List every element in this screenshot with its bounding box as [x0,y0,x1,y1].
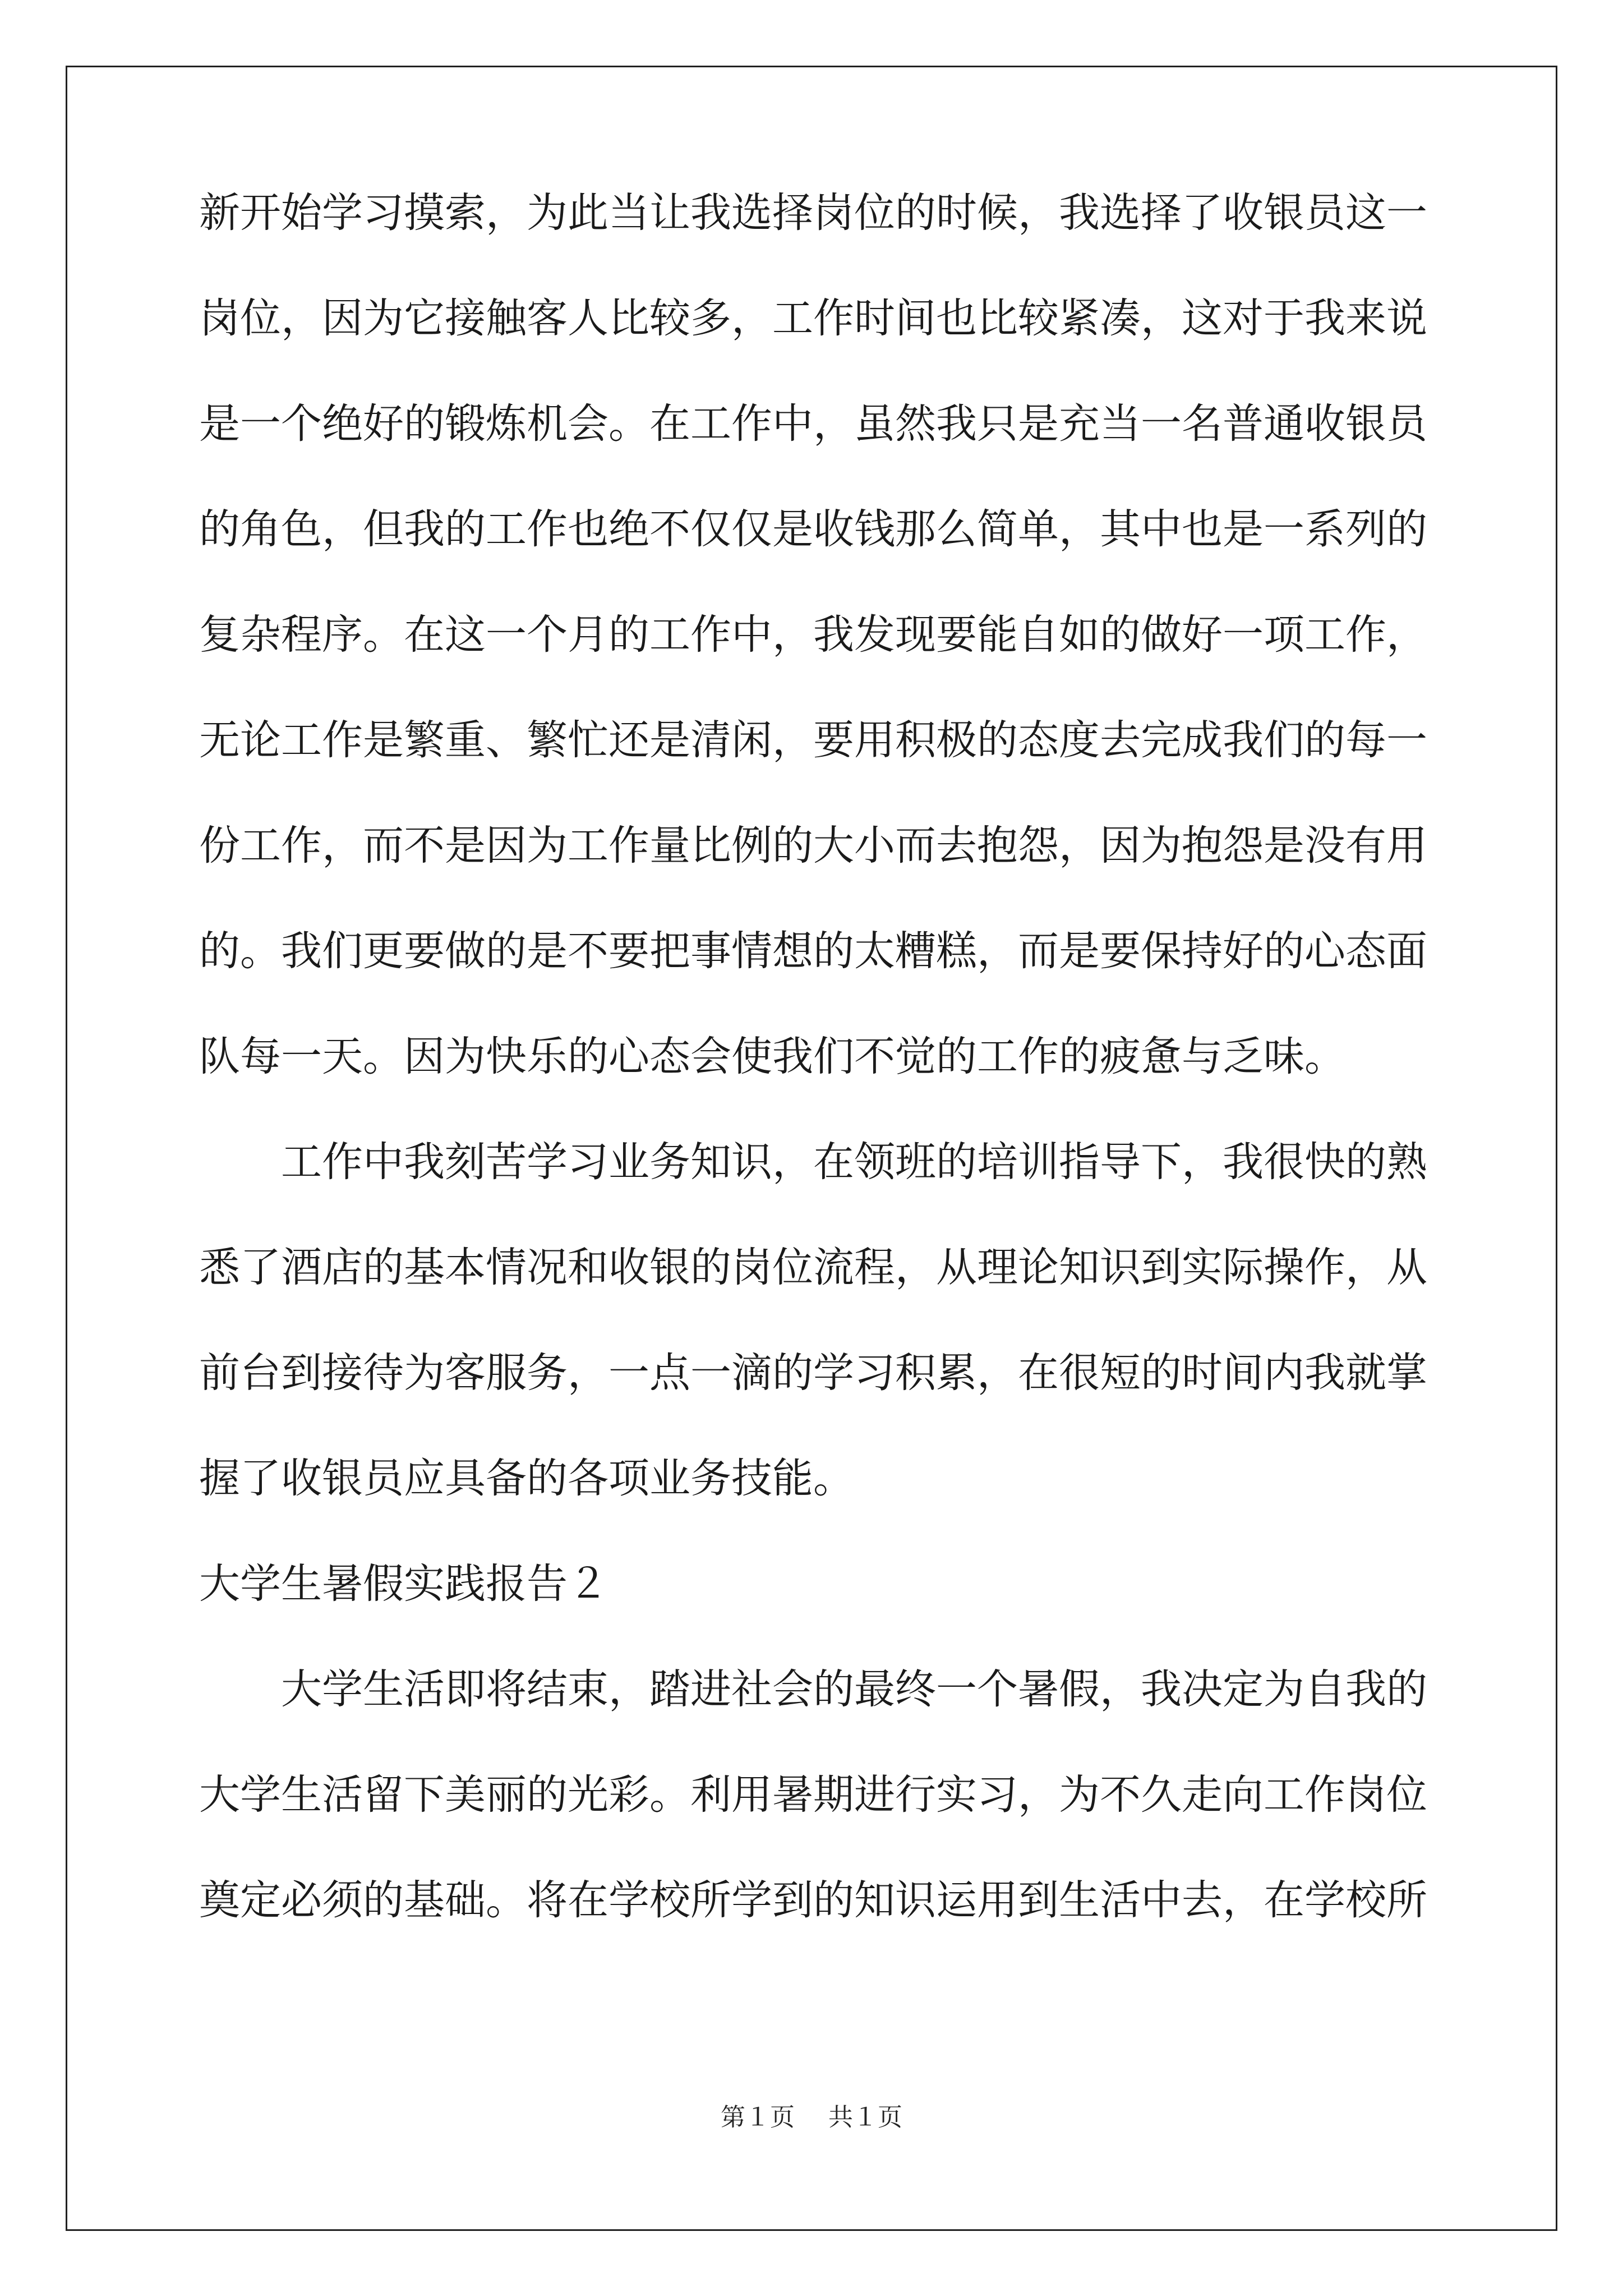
text-line: 悉了酒店的基本情况和收银的岗位流程，从理论知识到实际操作，从 [199,1244,1427,1291]
text-line: 复杂程序。在这一个月的工作中，我发现要能自如的做好一项工作， [199,611,1427,659]
text-line: 是一个绝好的锻炼机会。在工作中，虽然我只是充当一名普通收银员 [199,400,1427,448]
text-line: 大学生活即将结束，踏进社会的最终一个暑假，我决定为自我的 [281,1665,1427,1713]
section-heading: 大学生暑假实践报告２ [199,1560,608,1608]
text-line: 无论工作是繁重、繁忙还是清闲，要用积极的态度去完成我们的每一 [199,716,1427,764]
text-line: 前台到接待为客服务，一点一滴的学习积累，在很短的时间内我就掌 [199,1349,1427,1397]
text-line: 队每一天。因为快乐的心态会使我们不觉的工作的疲惫与乏味。 [199,1033,1345,1080]
page-number: 第１页 [721,2103,795,2132]
page-total: 共１页 [828,2103,902,2132]
text-line: 大学生活留下美丽的光彩。利用暑期进行实习，为不久走向工作岗位 [199,1771,1427,1819]
text-line: 的角色，但我的工作也绝不仅仅是收钱那么简单，其中也是一系列的 [199,505,1427,553]
text-line: 份工作，而不是因为工作量比例的大小而去抱怨，因为抱怨是没有用 [199,822,1427,869]
text-line: 握了收银员应具备的各项业务技能。 [199,1455,854,1502]
text-line: 的。我们更要做的是不要把事情想的太糟糕，而是要保持好的心态面 [199,927,1427,975]
page-footer [0,2101,1623,2134]
text-line: 工作中我刻苦学习业务知识，在领班的培训指导下，我很快的熟 [281,1138,1427,1186]
text-line: 岗位，因为它接触客人比较多，工作时间也比较紧凑，这对于我来说 [199,295,1427,342]
text-line: 奠定必须的基础。将在学校所学到的知识运用到生活中去，在学校所 [199,1876,1427,1924]
text-line: 新开始学习摸索，为此当让我选择岗位的时候，我选择了收银员这一 [199,189,1427,237]
